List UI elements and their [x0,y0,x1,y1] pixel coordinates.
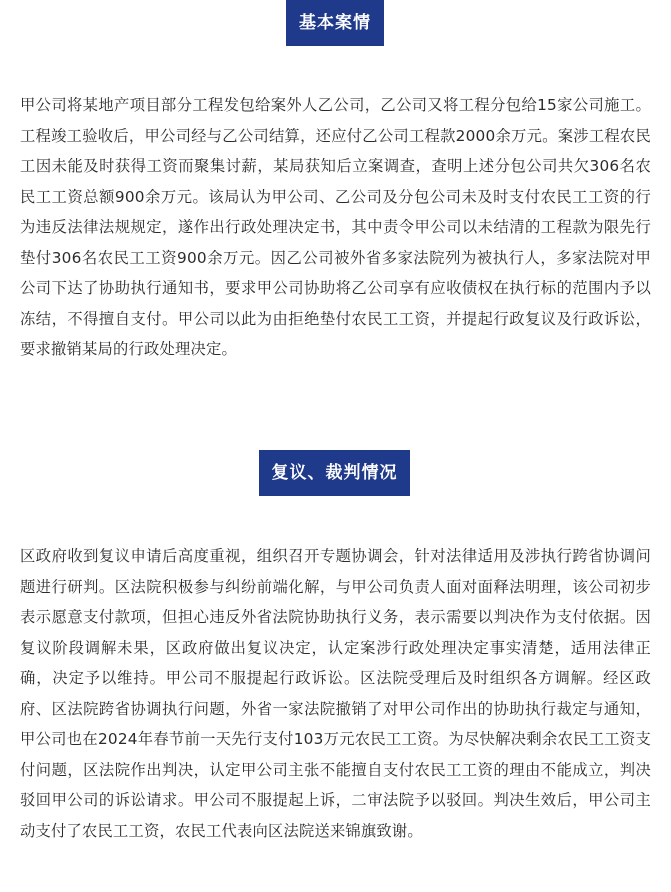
basic-facts-paragraph: 甲公司将某地产项目部分工程发包给案外人乙公司，乙公司又将工程分包给15家公司施工。工程竣工验收后，甲公司经与乙公司结算，还应付乙公司工程款2000余万元。案涉工程农民工因未能及时获得工资而聚集讨薪，某局获知后立案调查，查明上述分包公司共欠306名农民工工资总额900余万元。该局认为甲公司、乙公司及分包公司未及时支付农民工工资的行为违反法律法规规定，遂作出行政处理决定书，其中责令甲公司以未结清的工程款为限先行垫付306名农民工工资900余万元。因乙公司被外省多家法院列为被执行人，多家法院对甲公司下达了协助执行通知书，要求甲公司协助将乙公司享有应收债权在执行标的范围内予以冻结，不得擅自支付。甲公司以此为由拒绝垫付农民工工资，并提起行政复议及行政诉讼，要求撤销某局的行政处理决定。 [20,96,651,358]
section-title-review-judgment: 复议、裁判情况 [259,450,410,496]
section-title-basic-facts: 基本案情 [286,0,384,46]
review-judgment-paragraph: 区政府收到复议申请后高度重视，组织召开专题协调会，针对法律适用及涉执行跨省协调问题进行研判。区法院积极参与纠纷前端化解，与甲公司负责人面对面释法明理，该公司初步表示愿意支付款项，但担心违反外省法院协助执行义务，表示需要以判决作为支付依据。因复议阶段调解未果，区政府做出复议决定，认定案涉行政处理决定事实清楚，适用法律正确，决定予以维持。甲公司不服提起行政诉讼。区法院受理后及时组织各方调解。经区政府、区法院跨省协调执行问题，外省一家法院撤销了对甲公司作出的协助执行裁定与通知，甲公司也在2024年春节前一天先行支付103万元农民工工资。为尽快解决剩余农民工工资支付问题，区法院作出判决，认定甲公司主张不能擅自支付农民工工资的理由不能成立，判决驳回甲公司的诉讼请求。甲公司不服提起上诉，二审法院予以驳回。判决生效后，甲公司主动支付了农民工工资，农民工代表向区法院送来锦旗致谢。 [20,547,651,840]
